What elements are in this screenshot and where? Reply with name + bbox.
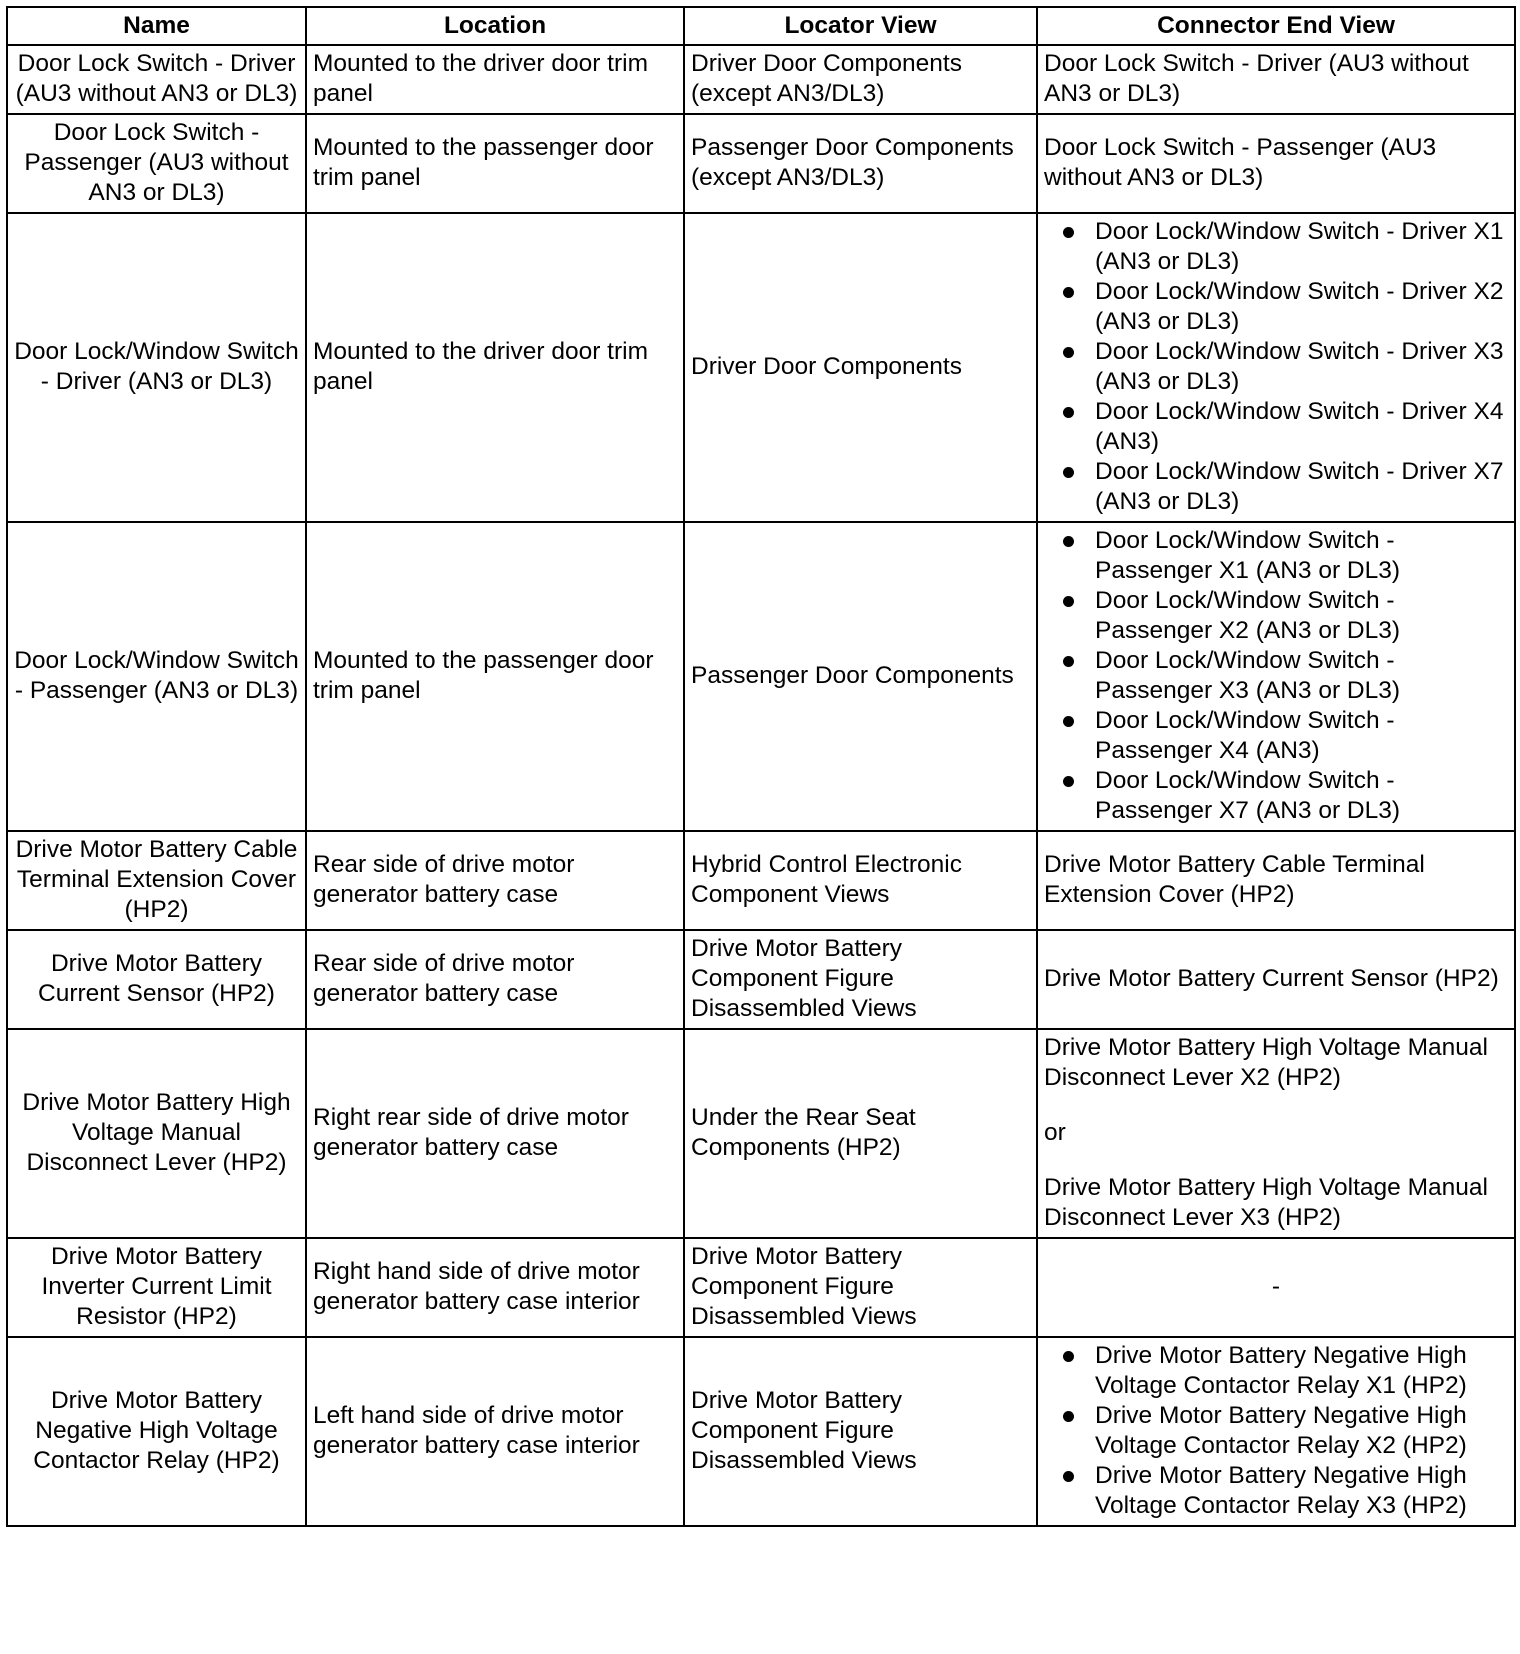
list-item (1044, 526, 1508, 586)
location-cell: Rear side of drive motor generator battery case (306, 930, 684, 1029)
list-item (1044, 277, 1508, 337)
location-cell: Mounted to the passenger door trim panel (306, 522, 684, 831)
table-row (7, 1337, 1515, 1526)
table-row (7, 1238, 1515, 1337)
connector-label: Drive Motor Battery Negative High Voltage Contactor Relay X3 (HP2) (1095, 1462, 1467, 1519)
name-cell: Drive Motor Battery Cable Terminal Extension Cover (HP2) (7, 831, 306, 930)
column-header-name: Name (7, 7, 306, 45)
location-cell: Rear side of drive motor generator battery case (306, 831, 684, 930)
location-cell: Right rear side of drive motor generator battery case (306, 1029, 684, 1238)
connector-label: Door Lock/Window Switch - Passenger X1 (AN3 or DL3) (1095, 527, 1401, 584)
connector-label: Door Lock/Window Switch - Passenger X2 (AN3 or DL3) (1095, 587, 1401, 644)
list-item (1044, 217, 1508, 277)
connector-end-view-cell: - (1037, 1238, 1515, 1337)
name-cell: Drive Motor Battery Current Sensor (HP2) (7, 930, 306, 1029)
bullet-icon (1063, 467, 1074, 478)
connector-label: Door Lock/Window Switch - Passenger X3 (AN3 or DL3) (1095, 647, 1401, 704)
bullet-icon (1063, 716, 1074, 727)
component-locator-table (6, 6, 1516, 1527)
connector-paragraph: Drive Motor Battery High Voltage Manual Disconnect Lever X2 (HP2) (1044, 1034, 1488, 1091)
list-item (1044, 646, 1508, 706)
connector-label: Door Lock/Window Switch - Passenger X4 (AN3) (1095, 707, 1395, 764)
connector-end-view-cell (1037, 1029, 1515, 1238)
locator-view-cell: Hybrid Control Electronic Component Views (684, 831, 1037, 930)
locator-view-cell: Drive Motor Battery Component Figure Disassembled Views (684, 1238, 1037, 1337)
bullet-icon (1063, 656, 1074, 667)
locator-view-cell: Driver Door Components (684, 213, 1037, 522)
name-cell: Drive Motor Battery Negative High Voltage Contactor Relay (HP2) (7, 1337, 306, 1526)
name-cell: Door Lock/Window Switch - Driver (AN3 or DL3) (7, 213, 306, 522)
connector-label: Door Lock/Window Switch - Driver X4 (AN3) (1095, 398, 1504, 455)
list-item (1044, 586, 1508, 646)
bullet-icon (1063, 227, 1074, 238)
bullet-icon (1063, 596, 1074, 607)
connector-end-view-cell: Drive Motor Battery Cable Terminal Extension Cover (HP2) (1037, 831, 1515, 930)
connector-end-view-cell (1037, 522, 1515, 831)
connector-list (1044, 526, 1508, 826)
connector-paragraph-or: or (1044, 1119, 1066, 1146)
bullet-icon (1063, 1351, 1074, 1362)
connector-label: Door Lock/Window Switch - Driver X1 (AN3 or DL3) (1095, 218, 1504, 275)
connector-paragraph: Drive Motor Battery High Voltage Manual Disconnect Lever X3 (HP2) (1044, 1174, 1488, 1231)
list-item (1044, 337, 1508, 397)
list-item (1044, 457, 1508, 517)
connector-list (1044, 217, 1508, 517)
connector-end-view-cell (1037, 213, 1515, 522)
list-item (1044, 397, 1508, 457)
locator-view-cell: Drive Motor Battery Component Figure Disassembled Views (684, 930, 1037, 1029)
name-cell: Drive Motor Battery Inverter Current Limit Resistor (HP2) (7, 1238, 306, 1337)
component-locator-sheet (6, 6, 1516, 1527)
list-item (1044, 1401, 1508, 1461)
connector-label: Door Lock/Window Switch - Driver X7 (AN3 or DL3) (1095, 458, 1504, 515)
locator-view-cell: Passenger Door Components (except AN3/DL3) (684, 114, 1037, 213)
table-row (7, 522, 1515, 831)
table-row (7, 831, 1515, 930)
locator-view-cell: Drive Motor Battery Component Figure Disassembled Views (684, 1337, 1037, 1526)
column-header-connector-end-view: Connector End View (1037, 7, 1515, 45)
table-row (7, 213, 1515, 522)
table-row (7, 114, 1515, 213)
locator-view-cell: Driver Door Components (except AN3/DL3) (684, 45, 1037, 114)
locator-view-cell: Under the Rear Seat Components (HP2) (684, 1029, 1037, 1238)
location-cell: Mounted to the driver door trim panel (306, 45, 684, 114)
bullet-icon (1063, 407, 1074, 418)
connector-label: Drive Motor Battery Negative High Voltage Contactor Relay X2 (HP2) (1095, 1402, 1467, 1459)
connector-end-view-cell (1037, 1337, 1515, 1526)
bullet-icon (1063, 1471, 1074, 1482)
column-header-location: Location (306, 7, 684, 45)
location-cell: Mounted to the passenger door trim panel (306, 114, 684, 213)
connector-label: Door Lock/Window Switch - Passenger X7 (AN3 or DL3) (1095, 767, 1401, 824)
connector-end-view-cell: Drive Motor Battery Current Sensor (HP2) (1037, 930, 1515, 1029)
bullet-icon (1063, 776, 1074, 787)
connector-list (1044, 1341, 1508, 1521)
bullet-icon (1063, 536, 1074, 547)
location-cell: Left hand side of drive motor generator battery case interior (306, 1337, 684, 1526)
list-item (1044, 1461, 1508, 1521)
bullet-icon (1063, 347, 1074, 358)
column-header-locator-view: Locator View (684, 7, 1037, 45)
connector-end-view-cell: Door Lock Switch - Driver (AU3 without AN3 or DL3) (1037, 45, 1515, 114)
connector-label: Door Lock/Window Switch - Driver X2 (AN3 or DL3) (1095, 278, 1504, 335)
name-cell: Door Lock/Window Switch - Passenger (AN3 or DL3) (7, 522, 306, 831)
list-item (1044, 706, 1508, 766)
list-item (1044, 1341, 1508, 1401)
connector-label: Door Lock/Window Switch - Driver X3 (AN3 or DL3) (1095, 338, 1504, 395)
name-cell: Door Lock Switch - Driver (AU3 without AN3 or DL3) (7, 45, 306, 114)
table-row (7, 45, 1515, 114)
table-row (7, 1029, 1515, 1238)
name-cell: Door Lock Switch - Passenger (AU3 without AN3 or DL3) (7, 114, 306, 213)
connector-label: Drive Motor Battery Negative High Voltage Contactor Relay X1 (HP2) (1095, 1342, 1467, 1399)
location-cell: Right hand side of drive motor generator battery case interior (306, 1238, 684, 1337)
locator-view-cell: Passenger Door Components (684, 522, 1037, 831)
table-row (7, 930, 1515, 1029)
name-cell: Drive Motor Battery High Voltage Manual Disconnect Lever (HP2) (7, 1029, 306, 1238)
bullet-icon (1063, 1411, 1074, 1422)
list-item (1044, 766, 1508, 826)
location-cell: Mounted to the driver door trim panel (306, 213, 684, 522)
header-row (7, 7, 1515, 45)
bullet-icon (1063, 287, 1074, 298)
connector-end-view-cell: Door Lock Switch - Passenger (AU3 without AN3 or DL3) (1037, 114, 1515, 213)
